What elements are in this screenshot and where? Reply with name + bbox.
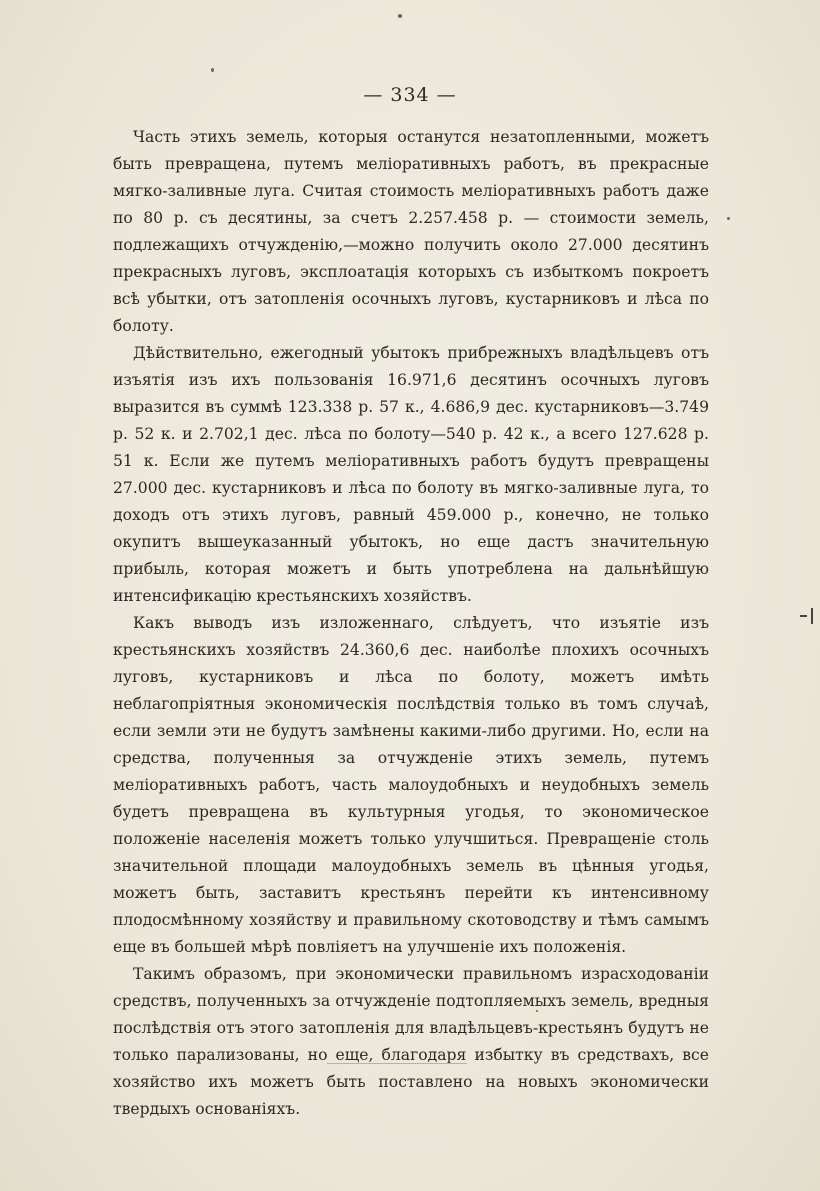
ink-speck [727, 217, 730, 220]
paragraph: Какъ выводъ изъ изложеннаго, слѣдуетъ, что изъятіе изъ крестьянскихъ хозяйствъ 24.360,6 дес. наиболѣе плохихъ осочныхъ луговъ, кустарниковъ и лѣса по болоту, можетъ имѣть неблагопріятныя экономическія послѣдствія только въ томъ случаѣ, если земли эти не будутъ замѣнены какими-либо другими. Но, если на средства, полученныя за отчужденіе этихъ земель, путемъ меліоративныхъ работъ, часть малоудобныхъ и неудобныхъ земель будетъ превращена въ культурныя угодья, то экономическое положеніе населенія можетъ только улучшиться. Превращеніе столь значительной площади малоудобныхъ земель въ цѣнныя угодья, можетъ быть, заставитъ крестьянъ перейти къ интенсивному плодосмѣнному хозяйству и правильному скотоводству и тѣмъ самымъ еще въ большей мѣрѣ повліяетъ на улучшеніе ихъ положенія. [113, 614, 709, 956]
paragraph: Дѣйствительно, ежегодный убытокъ прибрежныхъ владѣльцевъ отъ изъятія изъ ихъ пользованія 16.971,6 десятинъ осочныхъ луговъ выразится въ суммѣ 123.338 р. 57 к., 4.686,9 дес. кустарниковъ—3.749 р. 52 к. и 2.702,1 дес. лѣса по болоту—540 р. 42 к., а всего 127.628 р. 51 к. Если же путемъ меліоративныхъ работъ будутъ превращены 27.000 дес. кустарниковъ и лѣса по болоту въ мягко-заливные луга, то доходъ отъ этихъ луговъ, равный 459.000 р., конечно, не только окупитъ вышеуказанный убытокъ, но еще дастъ значительную прибыль, которая можетъ и быть употреблена на дальнѣйшую интенсификацію крестьянскихъ хозяйствъ. [113, 344, 709, 605]
page-number: — 334 — [363, 84, 457, 106]
closing-rule [327, 1063, 467, 1064]
paragraph: Часть этихъ земель, которыя останутся незатопленными, можетъ быть превращена, путемъ меліоративныхъ работъ, въ прекрасные мягко-заливные луга. Считая стоимость меліоративныхъ работъ даже по 80 р. съ десятины, за счетъ 2.257.458 р. — стоимости земель, подлежащихъ отчужденію,—можно получить около 27.000 десятинъ прекрасныхъ луговъ, эксплоатація которыхъ съ избыткомъ покроетъ всѣ убытки, отъ затопленія осочныхъ луговъ, кустарниковъ и лѣса по болоту. [113, 128, 709, 335]
margin-bracket-mark [798, 606, 816, 626]
paragraph: Такимъ образомъ, при экономически правильномъ израсходованіи средствъ, полученныхъ за отчужденіе подтопляемыхъ земель, вредныя послѣдствія отъ этого затопленія для владѣльцевъ-крестьянъ будутъ не только парализованы, но еще, благодаря избытку въ средствахъ, все хозяйство ихъ можетъ быть поставлено на новыхъ экономически твердыхъ основаніяхъ. [113, 965, 709, 1118]
body-text [113, 124, 709, 1123]
ink-speck [398, 14, 402, 18]
ink-speck [211, 68, 214, 72]
